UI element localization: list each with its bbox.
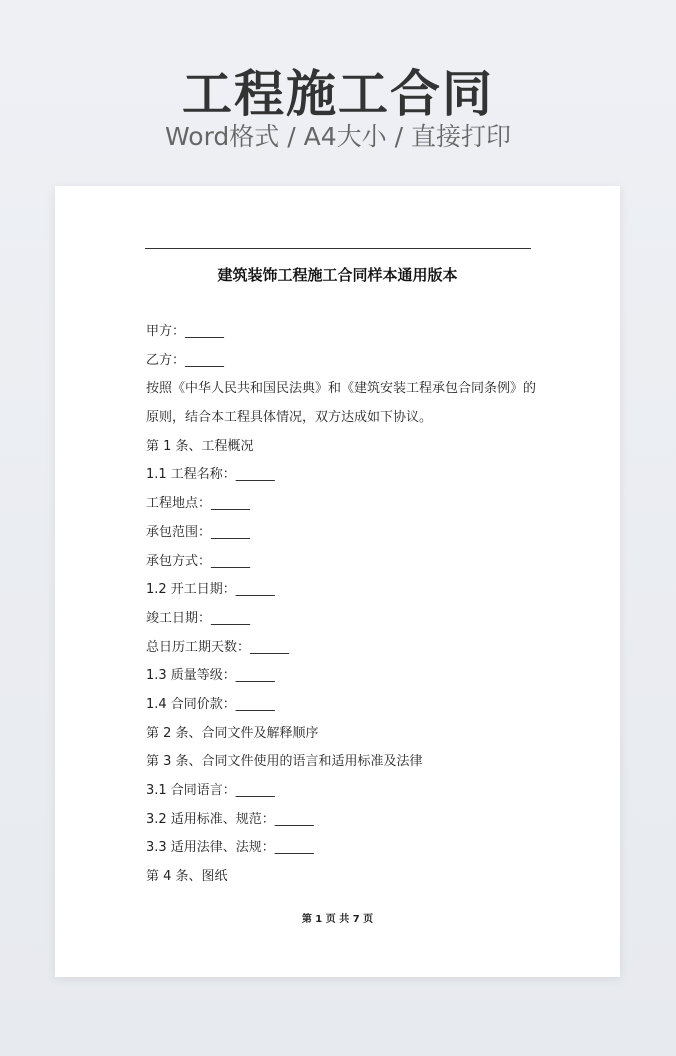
article-4-heading: 第 4 条、图纸	[146, 869, 228, 885]
preamble-line-1: 按照《中华人民共和国民法典》和《建筑安装工程承包合同条例》的	[146, 381, 537, 397]
page-number: 第 1 页 共 7 页	[301, 914, 374, 925]
contract-method-line: 承包方式：______	[146, 553, 251, 569]
document-page	[55, 186, 620, 977]
banner-subtitle: Word格式 / A4大小 / 直接打印	[165, 122, 511, 151]
document-body	[146, 322, 541, 896]
header-rule	[145, 248, 531, 249]
contract-scope-line: 承包范围：______	[146, 524, 251, 540]
project-name-line: 1.1 工程名称：______	[146, 467, 275, 483]
start-date-line: 1.2 开工日期：______	[146, 582, 275, 598]
project-location-line: 工程地点：______	[146, 496, 251, 512]
article-3-heading: 第 3 条、合同文件使用的语言和适用标准及法律	[146, 754, 423, 770]
party-b-line: 乙方：______	[146, 352, 225, 368]
contract-price-line: 1.4 合同价款：______	[146, 696, 275, 712]
banner-title: 工程施工合同	[182, 65, 494, 123]
contract-language-line: 3.1 合同语言：______	[146, 783, 275, 798]
article-2-heading: 第 2 条、合同文件及解释顺序	[146, 725, 319, 741]
party-a-line: 甲方：______	[146, 324, 225, 339]
preamble-line-2: 原则，结合本工程具体情况，双方达成如下协议。	[146, 410, 433, 426]
applicable-laws-line: 3.3 适用法律、法规：______	[146, 840, 314, 856]
total-days-line: 总日历工期天数：______	[146, 639, 290, 655]
article-1-heading: 第 1 条、工程概况	[146, 438, 254, 454]
document-title: 建筑装饰工程施工合同样本通用版本	[217, 266, 458, 284]
quality-grade-line: 1.3 质量等级：______	[146, 668, 275, 684]
applicable-standards-line: 3.2 适用标准、规范：______	[146, 811, 314, 827]
completion-date-line: 竣工日期：______	[146, 610, 251, 626]
